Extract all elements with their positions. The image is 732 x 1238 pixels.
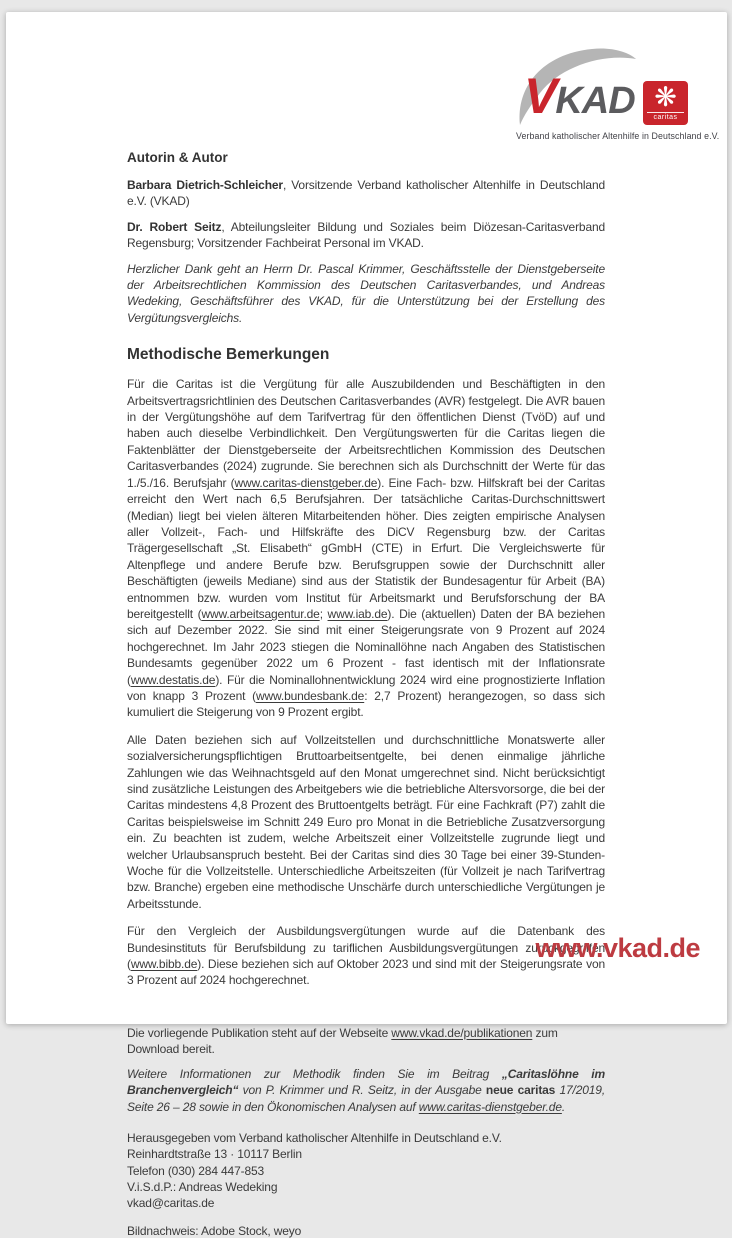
text-run: Weitere Informationen zur Methodik finden Sie im Beitrag: [127, 1066, 502, 1081]
imprint-publisher: Herausgegeben vom Verband katholischer Altenhilfe in Deutschland e.V.: [127, 1130, 502, 1145]
link-vkad-publikationen[interactable]: www.vkad.de/publikationen: [391, 1025, 533, 1040]
acknowledgement-paragraph: Herzlicher Dank geht an Herrn Dr. Pascal Krimmer, Geschäftsstelle der Dienstgeberseite der Arbeitsrechtlichen Kommission des Deutschen Caritasverbandes, und Andreas Wedeking, Geschäftsführer des VKAD, für die Unterstützung bei der Erstellung des Vergütungsvergleichs.: [127, 261, 605, 325]
text-run: zum Download bereit.: [127, 1025, 558, 1057]
text-run: Die vorliegende Publikation steht auf der Webseite: [127, 1025, 392, 1040]
image-credit: Bildnachweis: Adobe Stock, weyo: [127, 1224, 302, 1238]
document-sheet: [6, 12, 727, 1238]
document-body: [6, 12, 727, 1238]
link-caritas-dienstgeber-2[interactable]: www.caritas-dienstgeber.de: [418, 1099, 562, 1114]
text-run: : 2,7 Prozent) herangezogen, so dass sich kumuliert die Steigerung von 9 Prozent ergibt.: [127, 688, 605, 720]
author-name: Dr. Robert Seitz: [127, 219, 222, 234]
author-entry-2: [127, 219, 605, 252]
link-iab[interactable]: www.iab.de: [327, 606, 388, 621]
wordmark-kad: KAD: [555, 80, 635, 122]
imprint-email[interactable]: vkad@caritas.de: [127, 1196, 215, 1211]
imprint-visdp: V.i.S.d.P.: Andreas Wedeking: [127, 1179, 278, 1194]
text-run: ). Die (aktuellen) Daten der BA beziehen sich auf Dezember 2022. Sie sind mit einer Steigerungsrate von 9 Prozent auf 2024 hochgerechnet. Im Jahr 2023 stiegen die Nominallöhne nach Angaben des Statistischen Bundesamts gegenüber 2022 um 6 Prozent - fast identisch mit der Inflationsrate (: [127, 606, 605, 687]
vkad-website-url[interactable]: www.vkad.de: [535, 933, 700, 963]
methodik-paragraph-3: [127, 923, 605, 989]
caritas-label: caritas: [647, 112, 684, 122]
text-run: ). Für die Nominallohnentwicklung 2024 wird eine prognostizierte Inflation von knapp 3 Prozent (: [127, 672, 605, 703]
link-destatis[interactable]: www.destatis.de: [130, 672, 216, 687]
imprint-address: Reinhardtstraße 13 · 10117 Berlin: [127, 1147, 302, 1162]
link-caritas-dienstgeber[interactable]: www.caritas-dienstgeber.de: [234, 475, 378, 490]
text-run: Für den Vergleich der Ausbildungsvergütungen wurde auf die Datenbank des Bundesinstituts für Berufsbildung zu tariflichen Ausbildungsvergütungen zurückgegriffen (: [127, 924, 605, 972]
text-run: .: [561, 1099, 566, 1114]
further-info-paragraph: [127, 1066, 605, 1115]
author-name: Barbara Dietrich-Schleicher: [127, 178, 283, 192]
text-run: 17/2019, Seite 26 – 28 sowie in den Ökonomischen Analysen auf: [127, 1083, 605, 1114]
wordmark-v: V: [524, 68, 556, 124]
authors-heading: Autorin & Autor: [127, 150, 228, 165]
methodik-paragraph-2: Alle Daten beziehen sich auf Vollzeitstellen und durchschnittliche Monatswerte aller sozialversicherungspflichtigen Bruttoarbeitsentgelte, bei denen einmalige jährliche Zahlungen wie das Weihnachtsgeld auf den Monat umgerechnet sind. Nicht berücksichtigt sind zusätzliche Leistungen des Arbeitgebers wie die betriebliche Altersvorsorge, die bei der Caritas mindestens 4,8 Prozent des Bruttoentgelts beträgt. Für eine Fachkraft (P7) zahlt die Caritas beispielsweise im Schnitt 249 Euro pro Monat in die Betriebliche Zusatzversorgung ein. Zu beachten ist zudem, welche Arbeitszeit einer Vollzeitstelle zugrunde liegt und welcher Urlaubsanspruch besteht. Bei der Caritas sind dies 30 Tage bei einer 39-Stunden-Woche für die Vollzeitstelle. Unterschiedliche Arbeitszeiten (für Vollzeit je nach Tarifvertrag bzw. Branche) ergeben eine methodische Unschärfe durch unterschiedliche Vergütungen je Arbeitsstunde.: [127, 732, 605, 911]
link-bundesbank[interactable]: www.bundesbank.de: [256, 688, 365, 703]
link-bibb[interactable]: www.bibb.de: [130, 957, 198, 972]
link-arbeitsagentur[interactable]: www.arbeitsagentur.de: [201, 606, 320, 621]
text-run: ). Diese beziehen sich auf Oktober 2023 und sind mit der Steigerungsrate von 3 Prozent auf 2024 hochgerechnet.: [127, 957, 605, 988]
author-entry-1: [127, 177, 605, 210]
methodik-paragraph-1: [127, 376, 605, 721]
logo-caption: Verband katholischer Altenhilfe in Deutschland e.V.: [516, 131, 720, 141]
text-run: ;: [319, 606, 328, 621]
text-run: ). Eine Fach- bzw. Hilfskraft bei der Caritas erreicht den Wert nach 6,5 Berufsjahren. Der tatsächliche Caritas-Durchschnittswert (Median) liegt bei vielen älteren Mitarbeitenden höher. Dies zeigten empirische Analysen aller Vollzeit-, Fach- und Hilfskräfte des DiCV Regensburg bzw. der Caritas Trägergesellschaft „St. Elisabeth“ gGmbH (CTE) in Erfurt. Die Vergleichswerte für Altenpflege und andere Berufe bzw. Berufsgruppen sowie der Durchschnitt aller Beschäftigten (jeweils Mediane) sind aus der Statistik der Bundesagentur für Arbeit (BA) entnommen bzw. wurden vom Institut für Arbeitsmarkt und Berufsforschung der BA bereitgestellt (: [127, 475, 605, 621]
author-role: , Vorsitzende Verband katholischer Altenhilfe in Deutschland e.V. (VKAD): [127, 178, 605, 209]
text-run: von P. Krimmer und R. Seitz, in der Ausgabe: [238, 1083, 486, 1098]
author-role: , Abteilungsleiter Bildung und Soziales beim Diözesan-Caritasverband Regensburg; Vorsitzender Fachbeirat Personal im VKAD.: [127, 219, 606, 251]
imprint-phone: Telefon (030) 284 447-853: [127, 1163, 265, 1178]
section-heading-methodik: Methodische Bemerkungen: [127, 346, 330, 364]
download-line: [127, 1025, 605, 1058]
article-title: „Caritaslöhne im Branchenvergleich“: [127, 1066, 606, 1098]
imprint-block: [127, 1130, 605, 1211]
magazine-name: neue caritas: [485, 1083, 556, 1098]
flame-glyph: ❋: [654, 82, 677, 112]
text-run: Für die Caritas ist die Vergütung für alle Auszubildenden und Beschäftigten in den Arbeitsvertragsrichtlinien des Deutschen Caritasverbandes (AVR) festgelegt. Die AVR bauen in der Vergütungshöhe auf dem Tarifvertrag für den öffentlichen Dienst (TvöD) auf und haben auch dieselbe Verbindlichkeit. Den Vergütungswerten für die Caritas liegen die Faktenblätter der Dienstgeberseite der Arbeitsrechtlichen Kommission des Deutschen Caritasverbandes (2024) zugrunde. Sie berechnen sich als Durchschnitt der Werte für das 1./5./16. Berufsjahr (: [127, 377, 605, 490]
